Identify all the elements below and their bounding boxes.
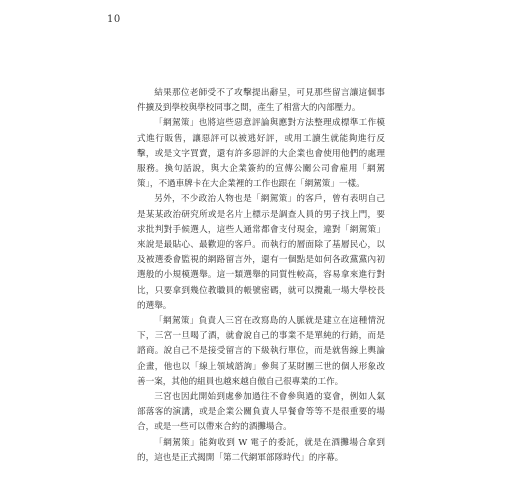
paragraph: 另外，不少政治人物也是「網駕策」的客戶，曾有表明自己是某某政治研究所或是名片上標示是調查人員的男子找上門，要求批判對手候選人，這些人通常都會支付現金，違對「網駕策」來說是最貼心、最歡迎的客戶。而執行的層面除了基層民心，以及被選委會監視的網路留言外，還有一個點是如何各政黨黨內初選般的小規模選舉。這一類選舉的同質性較高，容易拿來進行對比，只要拿到幾位教職員的帳號密碼，就可以攪亂一場大學校長的選舉。 — [137, 194, 385, 311]
paragraph: 「網駕策」負責人三宮在改寫島的人脈就是建立在這種情況下，三宮一旦喝了酒，就會說自己的事業不是單純的行銷，而是諮商。說自己不是接受留言的下級執行單位，而是就售線上輿論企畫，他也以「線上領域諮詢」參與了某財團三世的個人形象改善一案，其他的組員也越來越自傲自己很專業的工作。 — [137, 316, 385, 387]
paragraph: 「網駕策」也將這些惡意評論與應對方法整理成標準工作模式進行販售，讓惡評可以被逃好評，或用工讀生就能夠進行反擊，或是文字買賣，還有許多惡評的大企業也會使用他們的處理服務。換句話說，與大企業簽約的宣傳公關公司會雇用「網駕策」，不過車牌卡在大企業裡的工作也跟在「網駕策」一樣。 — [137, 118, 385, 190]
page-number: 10 — [107, 14, 121, 25]
paragraph: 結果那位老師受不了攻擊提出辭呈，可見那些留言讓這個事件擴及到學校與學校同事之間，產生了相當大的內部壓力。 — [137, 88, 385, 114]
paragraph: 「網駕策」能夠收到 W 電子的委託，就是在酒攤場合拿到的，這也是正式揭開「第二代網軍部隊時代」的序幕。 — [137, 437, 385, 463]
paragraph: 三宮也因此開始到處參加過往不會參與過的宴會，例如人氣部落客的演講，或是企業公關負責人早餐會等等不是很重要的場合，或是一些可以帶來合約的酒攤場合。 — [137, 392, 385, 433]
body-text — [137, 86, 385, 466]
